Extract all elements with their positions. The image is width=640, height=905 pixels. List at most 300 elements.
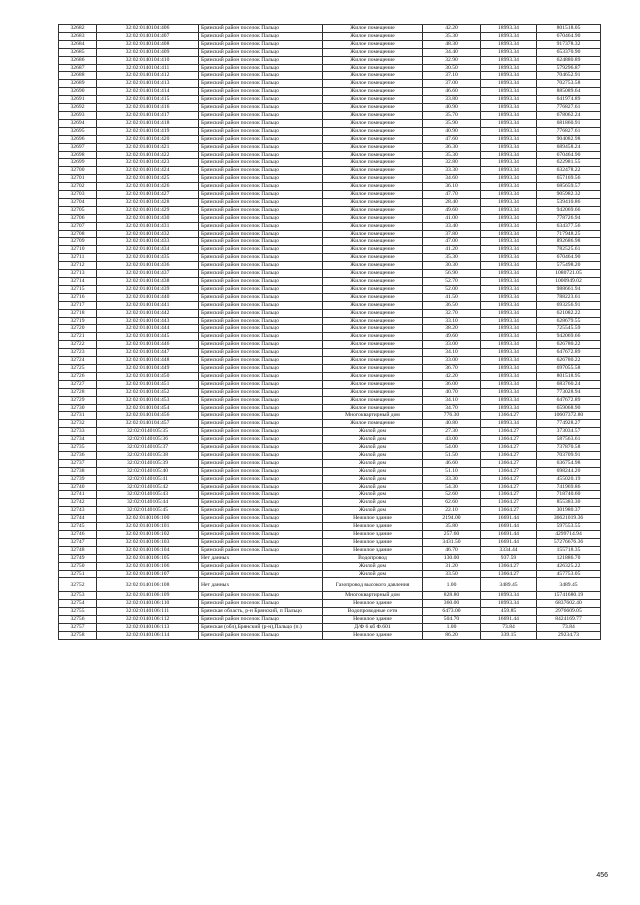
table-row	[59, 127, 601, 135]
cadastral-value-cell: 773028.94	[537, 388, 601, 396]
cadastral-number-cell: 32:02:0140105:37	[97, 444, 199, 452]
address-cell: Брянский район поселок Пальцо	[199, 285, 323, 293]
cadastral-number-cell: 32:02:0140105:44	[97, 499, 199, 507]
cadastral-value-cell: 426325.22	[537, 562, 601, 570]
area-cell: 43.00	[423, 436, 481, 444]
cadastral-number-cell: 32:02:0140104:428	[97, 198, 199, 206]
cadastral-number-cell: 32:02:0140104:430	[97, 214, 199, 222]
table-row	[59, 270, 601, 278]
cadastral-value-cell: 693256.91	[537, 301, 601, 309]
area-cell: 47.00	[423, 238, 481, 246]
area-cell: 3431.50	[423, 538, 481, 546]
specific-value-cell: 3489.45	[481, 578, 537, 592]
row-number-cell: 32711	[59, 254, 97, 262]
address-cell: Брянский район поселок Пальцо	[199, 515, 323, 523]
address-cell: Брянский район поселок Пальцо	[199, 428, 323, 436]
area-cell: 28.40	[423, 198, 481, 206]
table-row	[59, 404, 601, 412]
area-cell: 86.20	[423, 631, 481, 639]
area-cell: 22.10	[423, 507, 481, 515]
specific-value-cell: 18993.34	[481, 238, 537, 246]
cadastral-value-cell: 689458.24	[537, 143, 601, 151]
area-cell: 33.10	[423, 317, 481, 325]
address-cell: Брянский район поселок Пальцо	[199, 475, 323, 483]
cadastral-value-cell: 741969.86	[537, 483, 601, 491]
table-row	[59, 483, 601, 491]
cadastral-value-cell: 776827.61	[537, 104, 601, 112]
specific-value-cell: 937.59	[481, 554, 537, 562]
area-cell: 35.30	[423, 254, 481, 262]
object-type-cell: Жилое помещение	[323, 222, 423, 230]
row-number-cell: 32687	[59, 64, 97, 72]
object-type-cell: Жилое помещение	[323, 420, 423, 428]
property-table	[58, 24, 601, 640]
cadastral-number-cell: 32:02:0140104:414	[97, 88, 199, 96]
table-row	[59, 451, 601, 459]
cadastral-value-cell: 718740.60	[537, 491, 601, 499]
specific-value-cell: 459.85	[481, 608, 537, 616]
object-type-cell: Жилой дом	[323, 459, 423, 467]
row-number-cell: 32720	[59, 325, 97, 333]
specific-value-cell: 18993.34	[481, 592, 537, 600]
row-number-cell: 32735	[59, 444, 97, 452]
row-number-cell: 32714	[59, 278, 97, 286]
table-row	[59, 420, 601, 428]
object-type-cell: Жилое помещение	[323, 40, 423, 48]
object-type-cell: Жилое помещение	[323, 151, 423, 159]
cadastral-number-cell: 32:02:0140104:451	[97, 380, 199, 388]
cadastral-value-cell: 670464.90	[537, 32, 601, 40]
area-cell: 48.30	[423, 40, 481, 48]
specific-value-cell: 18993.34	[481, 254, 537, 262]
table-row	[59, 538, 601, 546]
object-type-cell: Жилое помещение	[323, 25, 423, 33]
row-number-cell: 32693	[59, 111, 97, 119]
cadastral-number-cell: 32:02:0140104:431	[97, 222, 199, 230]
address-cell: Брянский район поселок Пальцо	[199, 357, 323, 365]
table-row	[59, 372, 601, 380]
row-number-cell: 32747	[59, 538, 97, 546]
cadastral-number-cell: 32:02:0140104:457	[97, 420, 199, 428]
area-cell: 42.20	[423, 372, 481, 380]
row-number-cell: 32730	[59, 404, 97, 412]
object-type-cell: Газопровод высокого давления	[323, 578, 423, 592]
specific-value-cell: 18993.34	[481, 56, 537, 64]
specific-value-cell: 18993.34	[481, 388, 537, 396]
area-cell: 40.90	[423, 127, 481, 135]
cadastral-value-cell: 855383.30	[537, 499, 601, 507]
row-number-cell: 32715	[59, 285, 97, 293]
row-number-cell: 32751	[59, 570, 97, 578]
area-cell: 41.00	[423, 214, 481, 222]
row-number-cell: 32721	[59, 333, 97, 341]
cadastral-value-cell: 10607372.80	[537, 412, 601, 420]
address-cell: Брянский район поселок Пальцо	[199, 341, 323, 349]
specific-value-cell: 16691.44	[481, 523, 537, 531]
cadastral-number-cell: 32:02:0140105:36	[97, 436, 199, 444]
area-cell: 62.60	[423, 499, 481, 507]
cadastral-number-cell: 32:02:0140104:406	[97, 25, 199, 33]
area-cell: 41.50	[423, 293, 481, 301]
address-cell: Брянский район поселок Пальцо	[199, 420, 323, 428]
address-cell: Брянский район поселок Пальцо	[199, 262, 323, 270]
cadastral-value-cell: 373034.57	[537, 428, 601, 436]
table-row	[59, 246, 601, 254]
address-cell: Брянский район поселок Пальцо	[199, 25, 323, 33]
row-number-cell: 32740	[59, 483, 97, 491]
table-row	[59, 191, 601, 199]
specific-value-cell: 18993.34	[481, 25, 537, 33]
row-number-cell: 32712	[59, 262, 97, 270]
table-row	[59, 80, 601, 88]
area-cell: 36.50	[423, 301, 481, 309]
row-number-cell: 32684	[59, 40, 97, 48]
object-type-cell: Нежилое здание	[323, 515, 423, 523]
cadastral-value-cell: 725545.59	[537, 325, 601, 333]
specific-value-cell: 16691.44	[481, 515, 537, 523]
specific-value-cell: 18993.34	[481, 246, 537, 254]
object-type-cell: Водопроводные сети	[323, 608, 423, 616]
address-cell: Брянский район поселок Пальцо	[199, 364, 323, 372]
specific-value-cell: 3334.44	[481, 546, 537, 554]
object-type-cell: Жилое помещение	[323, 230, 423, 238]
cadastral-value-cell: 885089.64	[537, 88, 601, 96]
table-row	[59, 562, 601, 570]
object-type-cell: Жилое помещение	[323, 325, 423, 333]
address-cell: Брянский район поселок Пальцо	[199, 309, 323, 317]
cadastral-value-cell: 4299714.94	[537, 531, 601, 539]
row-number-cell: 32683	[59, 32, 97, 40]
specific-value-cell: 18993.34	[481, 167, 537, 175]
object-type-cell: Жилое помещение	[323, 309, 423, 317]
table-row	[59, 254, 601, 262]
cadastral-number-cell: 32:02:0140104:443	[97, 317, 199, 325]
table-row	[59, 388, 601, 396]
address-cell: Брянский район поселок Пальцо	[199, 538, 323, 546]
specific-value-cell: 13664.27	[481, 436, 537, 444]
address-cell: Брянский район поселок Пальцо	[199, 523, 323, 531]
cadastral-number-cell: 32:02:0140104:438	[97, 278, 199, 286]
row-number-cell: 32742	[59, 499, 97, 507]
cadastral-number-cell: 32:02:0140104:449	[97, 364, 199, 372]
cadastral-value-cell: 2976609.05	[537, 608, 601, 616]
row-number-cell: 32731	[59, 412, 97, 420]
address-cell: Брянский район поселок Пальцо	[199, 222, 323, 230]
cadastral-number-cell: 32:02:0140106:108	[97, 578, 199, 592]
cadastral-value-cell: 778726.94	[537, 214, 601, 222]
object-type-cell: Жилое помещение	[323, 396, 423, 404]
table-row	[59, 523, 601, 531]
address-cell: Брянский район поселок Пальцо	[199, 317, 323, 325]
area-cell: 776.30	[423, 412, 481, 420]
row-number-cell: 32716	[59, 293, 97, 301]
table-row	[59, 459, 601, 467]
area-cell: 49.60	[423, 206, 481, 214]
address-cell: Брянский район поселок Пальцо	[199, 436, 323, 444]
row-number-cell: 32694	[59, 119, 97, 127]
specific-value-cell: 18993.34	[481, 96, 537, 104]
cadastral-number-cell: 32:02:0140106:111	[97, 608, 199, 616]
cadastral-number-cell: 32:02:0140104:456	[97, 412, 199, 420]
cadastral-number-cell: 32:02:0140105:41	[97, 475, 199, 483]
cadastral-number-cell: 32:02:0140104:416	[97, 104, 199, 112]
row-number-cell: 32695	[59, 127, 97, 135]
row-number-cell: 32754	[59, 600, 97, 608]
area-cell: 32.70	[423, 309, 481, 317]
table-row	[59, 214, 601, 222]
specific-value-cell: 13664.27	[481, 451, 537, 459]
address-cell: Брянский район поселок Пальцо	[199, 507, 323, 515]
object-type-cell: Жилое помещение	[323, 88, 423, 96]
address-cell: Брянский район поселок Пальцо	[199, 214, 323, 222]
specific-value-cell: 13664.27	[481, 562, 537, 570]
object-type-cell: Жилое помещение	[323, 159, 423, 167]
row-number-cell: 32689	[59, 80, 97, 88]
area-cell: 35.80	[423, 523, 481, 531]
table-row	[59, 325, 601, 333]
cadastral-value-cell: 624880.89	[537, 56, 601, 64]
specific-value-cell: 18993.34	[481, 404, 537, 412]
specific-value-cell: 18993.34	[481, 88, 537, 96]
object-type-cell: Жилое помещение	[323, 357, 423, 365]
object-type-cell: Нежилое здание	[323, 546, 423, 554]
cadastral-number-cell: 32:02:0140106:105	[97, 554, 199, 562]
cadastral-value-cell: 776827.61	[537, 127, 601, 135]
table-row	[59, 64, 601, 72]
address-cell: Брянский район поселок Пальцо	[199, 143, 323, 151]
object-type-cell: Нежилое здание	[323, 616, 423, 624]
cadastral-number-cell: 32:02:0140104:445	[97, 333, 199, 341]
cadastral-value-cell: 575498.20	[537, 262, 601, 270]
cadastral-value-cell: 683760.24	[537, 380, 601, 388]
cadastral-value-cell: 905982.32	[537, 191, 601, 199]
cadastral-number-cell: 32:02:0140104:444	[97, 325, 199, 333]
table-row	[59, 491, 601, 499]
cadastral-value-cell: 8424169.77	[537, 616, 601, 624]
address-cell: Брянский район поселок Пальцо	[199, 301, 323, 309]
object-type-cell: Жилое помещение	[323, 285, 423, 293]
address-cell: Брянский район поселок Пальцо	[199, 333, 323, 341]
cadastral-number-cell: 32:02:0140104:454	[97, 404, 199, 412]
cadastral-number-cell: 32:02:0140106:103	[97, 538, 199, 546]
cadastral-value-cell: 697055.58	[537, 364, 601, 372]
object-type-cell: Жилое помещение	[323, 333, 423, 341]
cadastral-value-cell: 685659.57	[537, 183, 601, 191]
cadastral-number-cell: 32:02:0140104:436	[97, 262, 199, 270]
object-type-cell: Жилой дом	[323, 428, 423, 436]
object-type-cell: Жилое помещение	[323, 72, 423, 80]
row-number-cell: 32750	[59, 562, 97, 570]
object-type-cell: Нежилое здание	[323, 600, 423, 608]
cadastral-number-cell: 32:02:0140104:418	[97, 119, 199, 127]
cadastral-value-cell: 36621019.36	[537, 515, 601, 523]
object-type-cell: Жилое помещение	[323, 270, 423, 278]
cadastral-value-cell: 636754.98	[537, 459, 601, 467]
address-cell: Брянский район поселок Пальцо	[199, 467, 323, 475]
row-number-cell: 32732	[59, 420, 97, 428]
address-cell: Брянский район поселок Пальцо	[199, 349, 323, 357]
address-cell: Брянский район поселок Пальцо	[199, 631, 323, 639]
row-number-cell: 32686	[59, 56, 97, 64]
cadastral-value-cell: 657169.56	[537, 175, 601, 183]
table-row	[59, 554, 601, 562]
row-number-cell: 32728	[59, 388, 97, 396]
table-row	[59, 238, 601, 246]
cadastral-value-cell: 942069.66	[537, 206, 601, 214]
row-number-cell: 32697	[59, 143, 97, 151]
object-type-cell: Жилое помещение	[323, 135, 423, 143]
table-row	[59, 183, 601, 191]
address-cell: Брянский район поселок Пальцо	[199, 562, 323, 570]
object-type-cell: Жилой дом	[323, 444, 423, 452]
cadastral-number-cell: 32:02:0140104:407	[97, 32, 199, 40]
cadastral-number-cell: 32:02:0140106:100	[97, 515, 199, 523]
specific-value-cell: 18993.34	[481, 64, 537, 72]
cadastral-number-cell: 32:02:0140104:423	[97, 159, 199, 167]
address-cell: Брянский район поселок Пальцо	[199, 230, 323, 238]
cadastral-value-cell: 15741680.19	[537, 592, 601, 600]
address-cell: Брянский район поселок Пальцо	[199, 40, 323, 48]
area-cell: 34.10	[423, 396, 481, 404]
address-cell: Брянский район поселок Пальцо	[199, 459, 323, 467]
cadastral-value-cell: 641974.89	[537, 96, 601, 104]
cadastral-number-cell: 32:02:0140104:408	[97, 40, 199, 48]
cadastral-value-cell: 703709.91	[537, 451, 601, 459]
row-number-cell: 32745	[59, 523, 97, 531]
object-type-cell: Жилое помещение	[323, 246, 423, 254]
object-type-cell: Жилое помещение	[323, 127, 423, 135]
cadastral-number-cell: 32:02:0140105:42	[97, 483, 199, 491]
table-row	[59, 631, 601, 639]
row-number-cell: 32753	[59, 592, 97, 600]
address-cell: Брянский район поселок Пальцо	[199, 32, 323, 40]
row-number-cell: 32706	[59, 214, 97, 222]
cadastral-number-cell: 32:02:0140104:429	[97, 206, 199, 214]
address-cell: Брянский район поселок Пальцо	[199, 404, 323, 412]
table-row	[59, 88, 601, 96]
object-type-cell: Нежилое здание	[323, 523, 423, 531]
area-cell: 46.60	[423, 459, 481, 467]
area-cell: 52.70	[423, 278, 481, 286]
table-row	[59, 467, 601, 475]
object-type-cell: Жилой дом	[323, 467, 423, 475]
address-cell: Брянский район поселок Пальцо	[199, 64, 323, 72]
row-number-cell: 32758	[59, 631, 97, 639]
address-cell: Брянский район поселок Пальцо	[199, 592, 323, 600]
cadastral-number-cell: 32:02:0140104:409	[97, 48, 199, 56]
specific-value-cell: 18993.34	[481, 40, 537, 48]
row-number-cell: 32729	[59, 396, 97, 404]
address-cell: Брянский район поселок Пальцо	[199, 483, 323, 491]
cadastral-value-cell: 788223.61	[537, 293, 601, 301]
cadastral-value-cell: 3489.45	[537, 578, 601, 592]
cadastral-number-cell: 32:02:0140104:450	[97, 372, 199, 380]
cadastral-number-cell: 32:02:0140104:413	[97, 80, 199, 88]
object-type-cell: Жилое помещение	[323, 254, 423, 262]
cadastral-value-cell: 634377.56	[537, 222, 601, 230]
cadastral-value-cell: 29234.73	[537, 631, 601, 639]
address-cell: Брянский район поселок Пальцо	[199, 119, 323, 127]
specific-value-cell: 18993.34	[481, 380, 537, 388]
row-number-cell: 32744	[59, 515, 97, 523]
row-number-cell: 32722	[59, 341, 97, 349]
area-cell: 33.30	[423, 475, 481, 483]
address-cell: Брянский район поселок Пальцо	[199, 80, 323, 88]
specific-value-cell: 73.84	[481, 624, 537, 632]
row-number-cell: 32717	[59, 301, 97, 309]
cadastral-value-cell: 626780.22	[537, 357, 601, 365]
table-row	[59, 499, 601, 507]
cadastral-number-cell: 32:02:0140106:113	[97, 624, 199, 632]
area-cell: 56.90	[423, 270, 481, 278]
object-type-cell: Жилое помещение	[323, 206, 423, 214]
cadastral-number-cell: 32:02:0140106:112	[97, 616, 199, 624]
cadastral-value-cell: 904082.98	[537, 135, 601, 143]
cadastral-number-cell: 32:02:0140106:104	[97, 546, 199, 554]
specific-value-cell: 18993.34	[481, 317, 537, 325]
specific-value-cell: 18993.34	[481, 214, 537, 222]
cadastral-number-cell: 32:02:0140104:420	[97, 135, 199, 143]
area-cell: 31.20	[423, 562, 481, 570]
cadastral-number-cell: 32:02:0140106:102	[97, 531, 199, 539]
area-cell: 1.00	[423, 624, 481, 632]
cadastral-value-cell: 653370.90	[537, 48, 601, 56]
cadastral-number-cell: 32:02:0140106:110	[97, 600, 199, 608]
area-cell: 36.30	[423, 143, 481, 151]
area-cell: 36.10	[423, 183, 481, 191]
area-cell: 46.70	[423, 546, 481, 554]
object-type-cell: Жилое помещение	[323, 388, 423, 396]
cadastral-number-cell: 32:02:0140105:39	[97, 459, 199, 467]
table-row	[59, 301, 601, 309]
table-row	[59, 56, 601, 64]
cadastral-value-cell: 774928.27	[537, 420, 601, 428]
row-number-cell: 32743	[59, 507, 97, 515]
area-cell: 1.00	[423, 578, 481, 592]
specific-value-cell: 13664.27	[481, 444, 537, 452]
row-number-cell: 32726	[59, 372, 97, 380]
area-cell: 49.60	[423, 333, 481, 341]
specific-value-cell: 18993.34	[481, 349, 537, 357]
specific-value-cell: 18993.34	[481, 80, 537, 88]
object-type-cell: Жилое помещение	[323, 198, 423, 206]
object-type-cell: Жилой дом	[323, 570, 423, 578]
row-number-cell: 32725	[59, 364, 97, 372]
cadastral-value-cell: 892686.98	[537, 238, 601, 246]
row-number-cell: 32699	[59, 159, 97, 167]
specific-value-cell: 339.15	[481, 631, 537, 639]
address-cell: Брянский район поселок Пальцо	[199, 270, 323, 278]
address-cell: Нет данных	[199, 578, 323, 592]
table-row	[59, 104, 601, 112]
row-number-cell: 32696	[59, 135, 97, 143]
specific-value-cell: 18993.34	[481, 309, 537, 317]
row-number-cell: 32749	[59, 554, 97, 562]
table-row	[59, 380, 601, 388]
row-number-cell: 32733	[59, 428, 97, 436]
address-cell: Брянский район поселок Пальцо	[199, 198, 323, 206]
cadastral-value-cell: 647672.89	[537, 349, 601, 357]
object-type-cell: Жилое помещение	[323, 364, 423, 372]
specific-value-cell: 18993.34	[481, 420, 537, 428]
specific-value-cell: 18993.34	[481, 191, 537, 199]
table-row	[59, 32, 601, 40]
specific-value-cell: 16691.44	[481, 531, 537, 539]
specific-value-cell: 18993.34	[481, 175, 537, 183]
row-number-cell: 32700	[59, 167, 97, 175]
address-cell: Брянский район поселок Пальцо	[199, 175, 323, 183]
address-cell: Брянский район поселок Пальцо	[199, 491, 323, 499]
